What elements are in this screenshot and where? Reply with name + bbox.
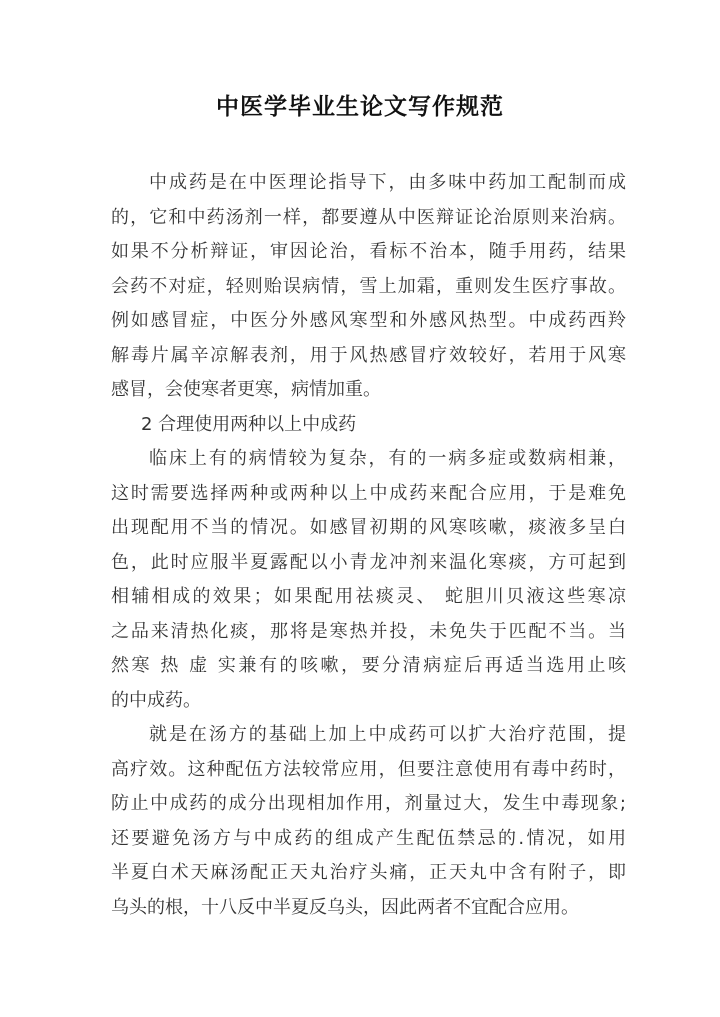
paragraph (111, 442, 626, 718)
text-line: 还要避免汤方与中成药的组成产生配伍禁忌的.情况，如用 (111, 827, 626, 849)
paragraph (111, 718, 626, 925)
document-title: 中医学毕业生论文写作规范 (216, 94, 504, 120)
text-line: 的中成药。 (111, 689, 201, 711)
text-line: 出现配用不当的情况。如感冒初期的风寒咳嗽，痰液多呈白 (111, 517, 626, 538)
text-line: 防止中成药的成分出现相加作用，剂量过大，发生中毒现象; (111, 793, 626, 814)
text-line: 临床上有的病情较为复杂，有的一病多症或数病相兼， (149, 448, 626, 469)
text-line: 的，它和中药汤剂一样，都要遵从中医辩证论治原则来治病。 (111, 206, 626, 228)
text-line: 2 合理使用两种以上中成药 (141, 413, 357, 435)
text-line: 这时需要选择两种或两种以上中成药来配合应用，于是难免 (111, 482, 626, 504)
text-line: 高疗效。这种配伍方法较常应用，但要注意使用有毒中药时， (111, 758, 626, 780)
text-line: 色，此时应服半夏露配以小青龙冲剂来温化寒痰，方可起到 (111, 551, 626, 573)
text-line: 感冒，会使寒者更寒，病情加重。 (111, 379, 381, 400)
text-line: 然寒 热 虚 实兼有的咳嗽，要分清病症后再适当选用止咳 (111, 655, 626, 676)
paragraph (111, 166, 626, 408)
section-heading (111, 408, 626, 443)
text-line: 之品来清热化痰，那将是寒热并投，未免失于匹配不当。当 (111, 620, 626, 642)
text-line: 中成药是在中医理论指导下，由多味中药加工配制而成 (149, 172, 626, 193)
text-line: 如果不分析辩证，审因论治，看标不治本，随手用药，结果 (111, 241, 626, 262)
text-line: 会药不对症，轻则贻误病情，雪上加霜，重则发生医疗事故。 (111, 275, 626, 297)
text-line: 相辅相成的效果；如果配用祛痰灵、 蛇胆川贝液这些寒凉 (111, 586, 626, 607)
document-body (111, 166, 626, 925)
text-line: 解毒片属辛凉解表剂，用于风热感冒疗效较好，若用于风寒 (111, 344, 626, 366)
text-line: 半夏白术天麻汤配正天丸治疗头痛，正天丸中含有附子，即 (111, 862, 626, 883)
text-line: 乌头的根，十八反中半夏反乌头，因此两者不宜配合应用。 (111, 896, 579, 918)
text-line: 就是在汤方的基础上加上中成药可以扩大治疗范围，提 (149, 724, 626, 745)
text-line: 例如感冒症，中医分外感风寒型和外感风热型。中成药西羚 (111, 310, 626, 331)
